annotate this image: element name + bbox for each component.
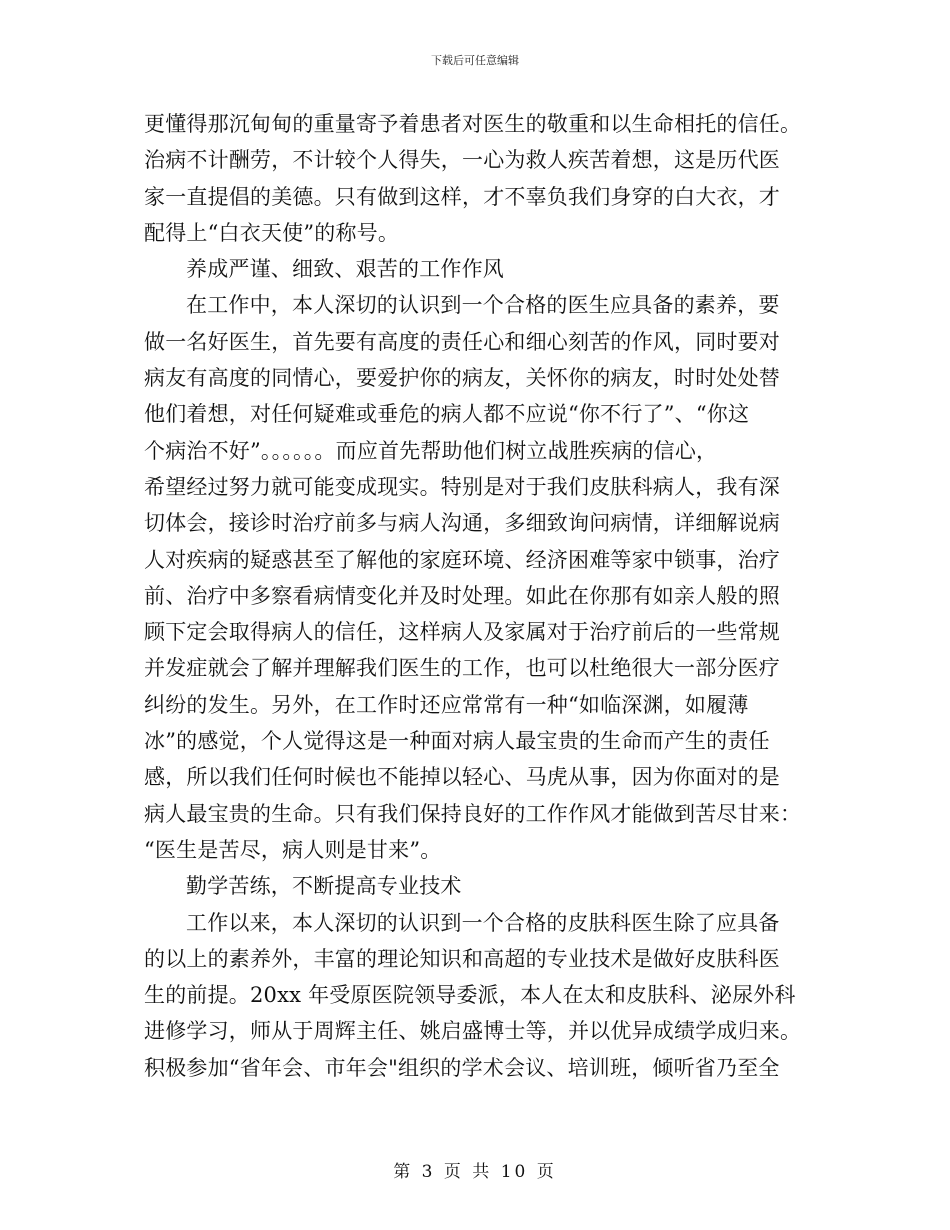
text-line: 并发症就会了解并理解我们医生的工作，也可以杜绝很大一部分医疗 <box>144 656 780 681</box>
text-line: 工作以来，本人深切的认识到一个合格的皮肤科医生除了应具备 <box>186 910 780 935</box>
text-line: 病人最宝贵的生命。只有我们保持良好的工作作风才能做到苦尽甘来： <box>144 801 802 826</box>
document-body <box>144 106 809 1086</box>
text-line: 勤学苦练，不断提高专业技术 <box>186 874 462 899</box>
page-header-note: 下载后可任意编辑 <box>431 54 519 67</box>
text-line: 做一名好医生，首先要有高度的责任心和细心刻苦的作风，同时要对 <box>144 329 780 354</box>
text-line: 顾下定会取得病人的信任，这样病人及家属对于治疗前后的一些常规 <box>144 620 780 645</box>
text-line: 更懂得那沉甸甸的重量寄予着患者对医生的敬重和以生命相托的信任。 <box>144 112 802 136</box>
page-number-footer: 第 3 页 共 10 页 <box>393 1162 557 1182</box>
text-line: 家一直提倡的美德。只有做到这样，才不辜负我们身穿的白大衣，才 <box>144 184 780 209</box>
text-line: 切体会，接诊时治疗前多与病人沟通，多细致询问病情，详细解说病 <box>144 511 780 536</box>
text-line: 生的前提。20xx 年受原医院领导委派，本人在太和皮肤科、泌尿外科 <box>144 983 796 1008</box>
text-line: 冰”的感觉，个人觉得这是一种面对病人最宝贵的生命而产生的责任 <box>144 729 770 754</box>
text-line: 配得上“白衣天使”的称号。 <box>144 220 400 245</box>
text-line: 的以上的素养外，丰富的理论知识和高超的专业技术是做好皮肤科医 <box>144 946 780 971</box>
text-line: 治病不计酬劳，不计较个人得失，一心为救人疾苦着想，这是历代医 <box>144 148 780 173</box>
text-line: 纠纷的发生。另外，在工作时还应常常有一种“如临深渊，如履薄 <box>144 692 749 717</box>
text-line: 个病治不好”。。。。。。而应首先帮助他们树立战胜疾病的信心， <box>144 438 718 463</box>
text-line: 人对疾病的疑惑甚至了解他的家庭环境、经济困难等家中锁事，治疗 <box>144 547 780 572</box>
text-line: 他们着想，对任何疑难或垂危的病人都不应说“你不行了”、“你这 <box>144 402 750 427</box>
text-line: 病友有高度的同情心，要爱护你的病友，关怀你的病友，时时处处替 <box>144 366 780 391</box>
text-line: 在工作中，本人深切的认识到一个合格的医生应具备的素养，要 <box>186 293 780 318</box>
text-line: 进修学习，师从于周辉主任、姚启盛博士等，并以优异成绩学成归来。 <box>144 1019 802 1044</box>
text-line: 养成严谨、细致、艰苦的工作作风 <box>186 257 504 282</box>
text-line: 感，所以我们任何时候也不能掉以轻心、马虎从事，因为你面对的是 <box>144 765 780 790</box>
text-line: 积极参加“省年会、市年会"组织的学术会议、培训班，倾听省乃至全 <box>144 1055 780 1080</box>
text-line: 希望经过努力就可能变成现实。特别是对于我们皮肤科病人，我有深 <box>144 474 780 499</box>
text-line: 前、治疗中多察看病情变化并及时处理。如此在你那有如亲人般的照 <box>144 583 780 608</box>
text-line: “医生是苦尽，病人则是甘来”。 <box>144 837 442 862</box>
